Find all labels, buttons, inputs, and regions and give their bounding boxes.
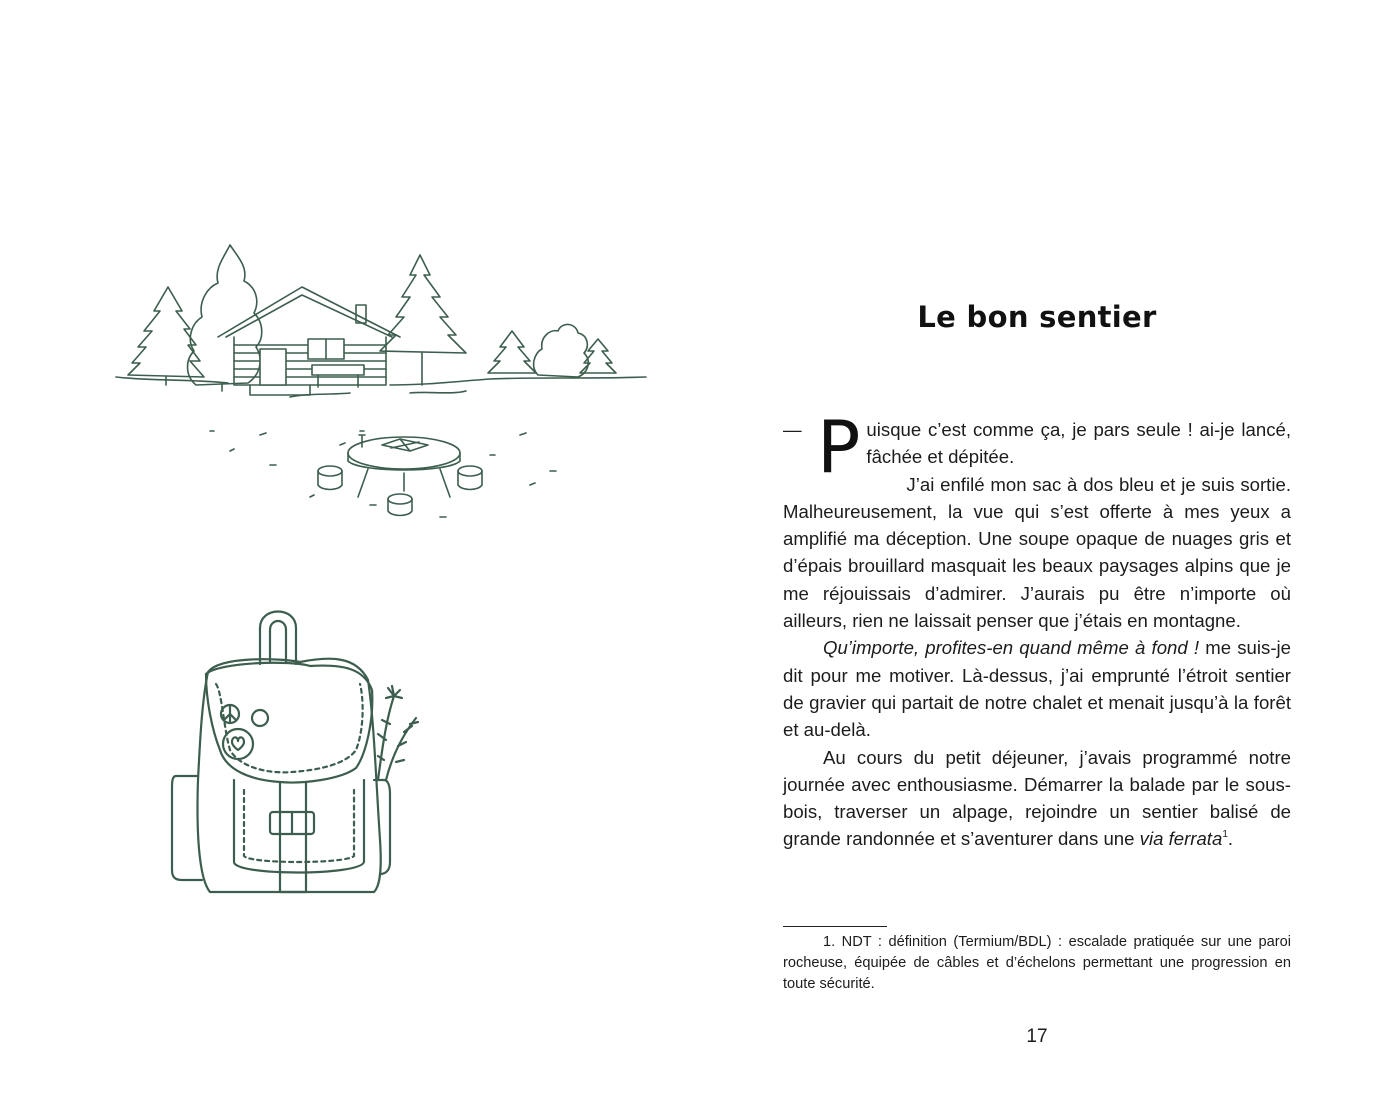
stool-icon [318, 466, 342, 490]
paragraph-4-italic: via ferrata [1139, 828, 1223, 850]
paragraph-2: J’ai enfilé mon sac à dos bleu et je suis sortie. Malheureusement, la vue qui s’est offerte à mes yeux a amplifié ma déception. Une soupe opaque de nuages gris et d’épais brouillard masquait les beaux paysages alpins que je me réjouissais d’admirer. J’aurais pu être n’importe où ailleurs, rien ne laissait penser que j’étais en montagne. [783, 473, 1291, 632]
footnote-divider [783, 926, 887, 927]
paragraph-1 [783, 405, 1291, 489]
pine-tree-icon [128, 287, 204, 385]
cabin-icon [218, 287, 400, 395]
bush-icon [534, 324, 589, 377]
herbs-icon [378, 686, 418, 780]
backpack-icon [172, 659, 390, 892]
paragraph-1-text: uisque c’est comme ça, je pars seule ! ai-je lancé, fâchée et dépitée. [866, 419, 1291, 468]
backpack-handle-icon [260, 612, 296, 665]
cabin-forest-picnic-illustration [110, 235, 655, 535]
footnote: 1. NDT : définition (Termium/BDL) : escalade pratiquée sur une paroi rocheuse, équipée de câbles et d’échelons permettant une progression en toute sécurité. [783, 934, 1291, 992]
chapter-title: Le bon sentier [917, 300, 1157, 334]
drop-cap: P [817, 405, 861, 489]
paragraph-3 [783, 634, 1291, 743]
picnic-table-icon [348, 431, 460, 497]
pine-tree-icon [380, 255, 466, 385]
paragraph-4-text: Au cours du petit déjeuner, j’avais programmé notre journée avec enthousiasme. Démarrer la balade par le sous-bois, traverser un alpage, rejoindre un sentier balisé de grande randonnée et s’aventurer dans une [783, 746, 1291, 850]
paragraph-4 [783, 744, 1291, 853]
page-number: 17 [1026, 1026, 1048, 1047]
footnote-reference: 1 [1222, 829, 1228, 841]
body-text [783, 405, 1291, 853]
stool-icon [458, 466, 482, 490]
backpack-illustration [160, 600, 440, 900]
paragraph-4-end: . [1227, 828, 1234, 850]
dialogue-dash: — [783, 419, 802, 440]
pine-tree-icon [580, 339, 616, 373]
stool-icon [388, 494, 412, 516]
paragraph-3-italic: Qu’importe, profites-en quand même à fond ! [823, 637, 1200, 659]
pine-tree-icon [488, 331, 536, 373]
paragraph-3-text: me suis-je dit pour me motiver. Là-dessus, j’ai emprunté l’étroit sentier de gravier qui partait de notre chalet et menait jusqu’à la forêt et au-delà. [783, 637, 1291, 741]
